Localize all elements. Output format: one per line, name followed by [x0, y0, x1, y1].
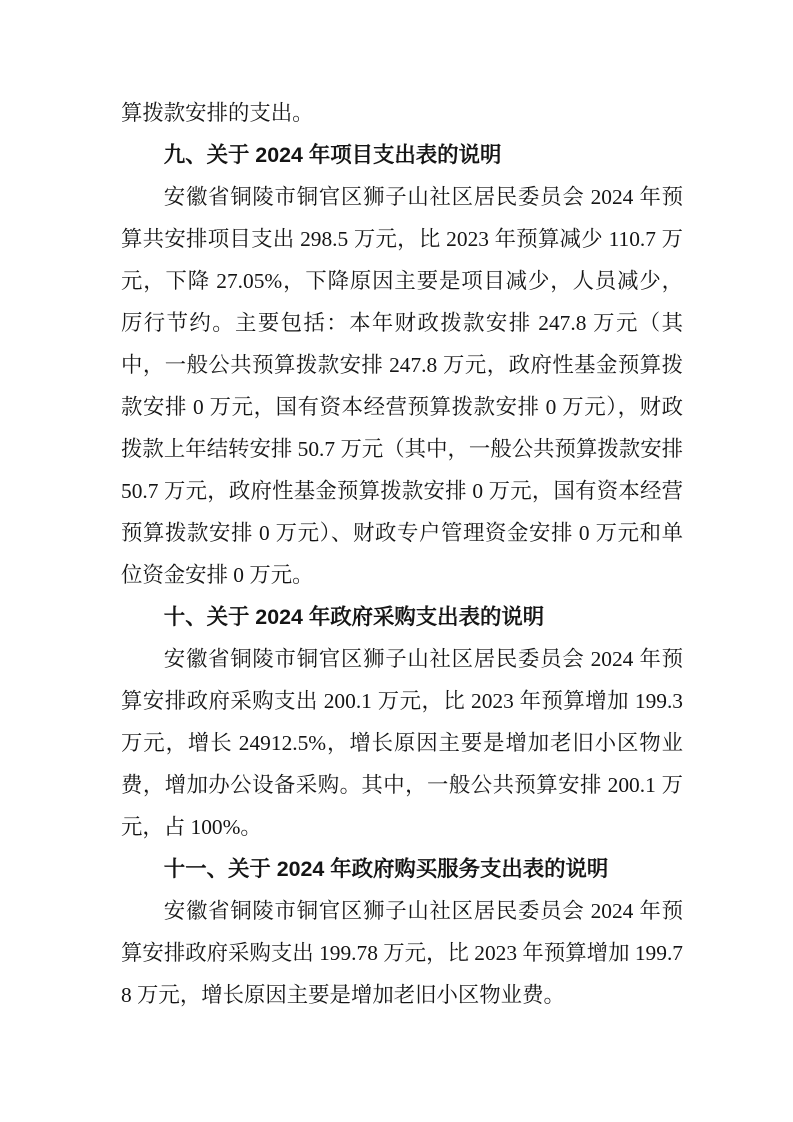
section-nine-body: 安徽省铜陵市铜官区狮子山社区居民委员会 2024 年预算共安排项目支出 298.5 万元，比 2023 年预算减少 110.7 万元，下降 27.05%，下降原因主要是项目减少，人员减少，厉行节约。主要包括：本年财政拨款安排 247.8 万元（其中，一般公共预算拨款安排 247.8 万元，政府性基金预算拨款安排 0 万元，国有资本经营预算拨款安排 0 万元），财政拨款上年结转安排 50.7 万元（其中，一般公共预算拨款安排 50.7 万元，政府性基金预算拨款安排 0 万元，国有资本经营预算拨款安排 0 万元）、财政专户管理资金安排 0 万元和单位资金安排 0 万元。: [121, 185, 683, 587]
section-heading-eleven: 十一、关于 2024 年政府购买服务支出表的说明: [163, 857, 609, 881]
section-ten-body: 安徽省铜陵市铜官区狮子山社区居民委员会 2024 年预算安排政府采购支出 200.1 万元，比 2023 年预算增加 199.3 万元，增长 24912.5%，增长原因主要是增加老旧小区物业费，增加办公设备采购。其中，一般公共预算安排 200.1 万元，占 100%。: [121, 647, 683, 839]
section-eleven-body: 安徽省铜陵市铜官区狮子山社区居民委员会 2024 年预算安排政府采购支出 199.78 万元，比 2023 年预算增加 199.78 万元，增长原因主要是增加老旧小区物业费。: [121, 899, 683, 1007]
section-heading-ten: 十、关于 2024 年政府采购支出表的说明: [163, 605, 545, 629]
section-heading-nine: 九、关于 2024 年项目支出表的说明: [163, 143, 502, 167]
paragraph-continuation: 算拨款安排的支出。: [121, 101, 314, 125]
